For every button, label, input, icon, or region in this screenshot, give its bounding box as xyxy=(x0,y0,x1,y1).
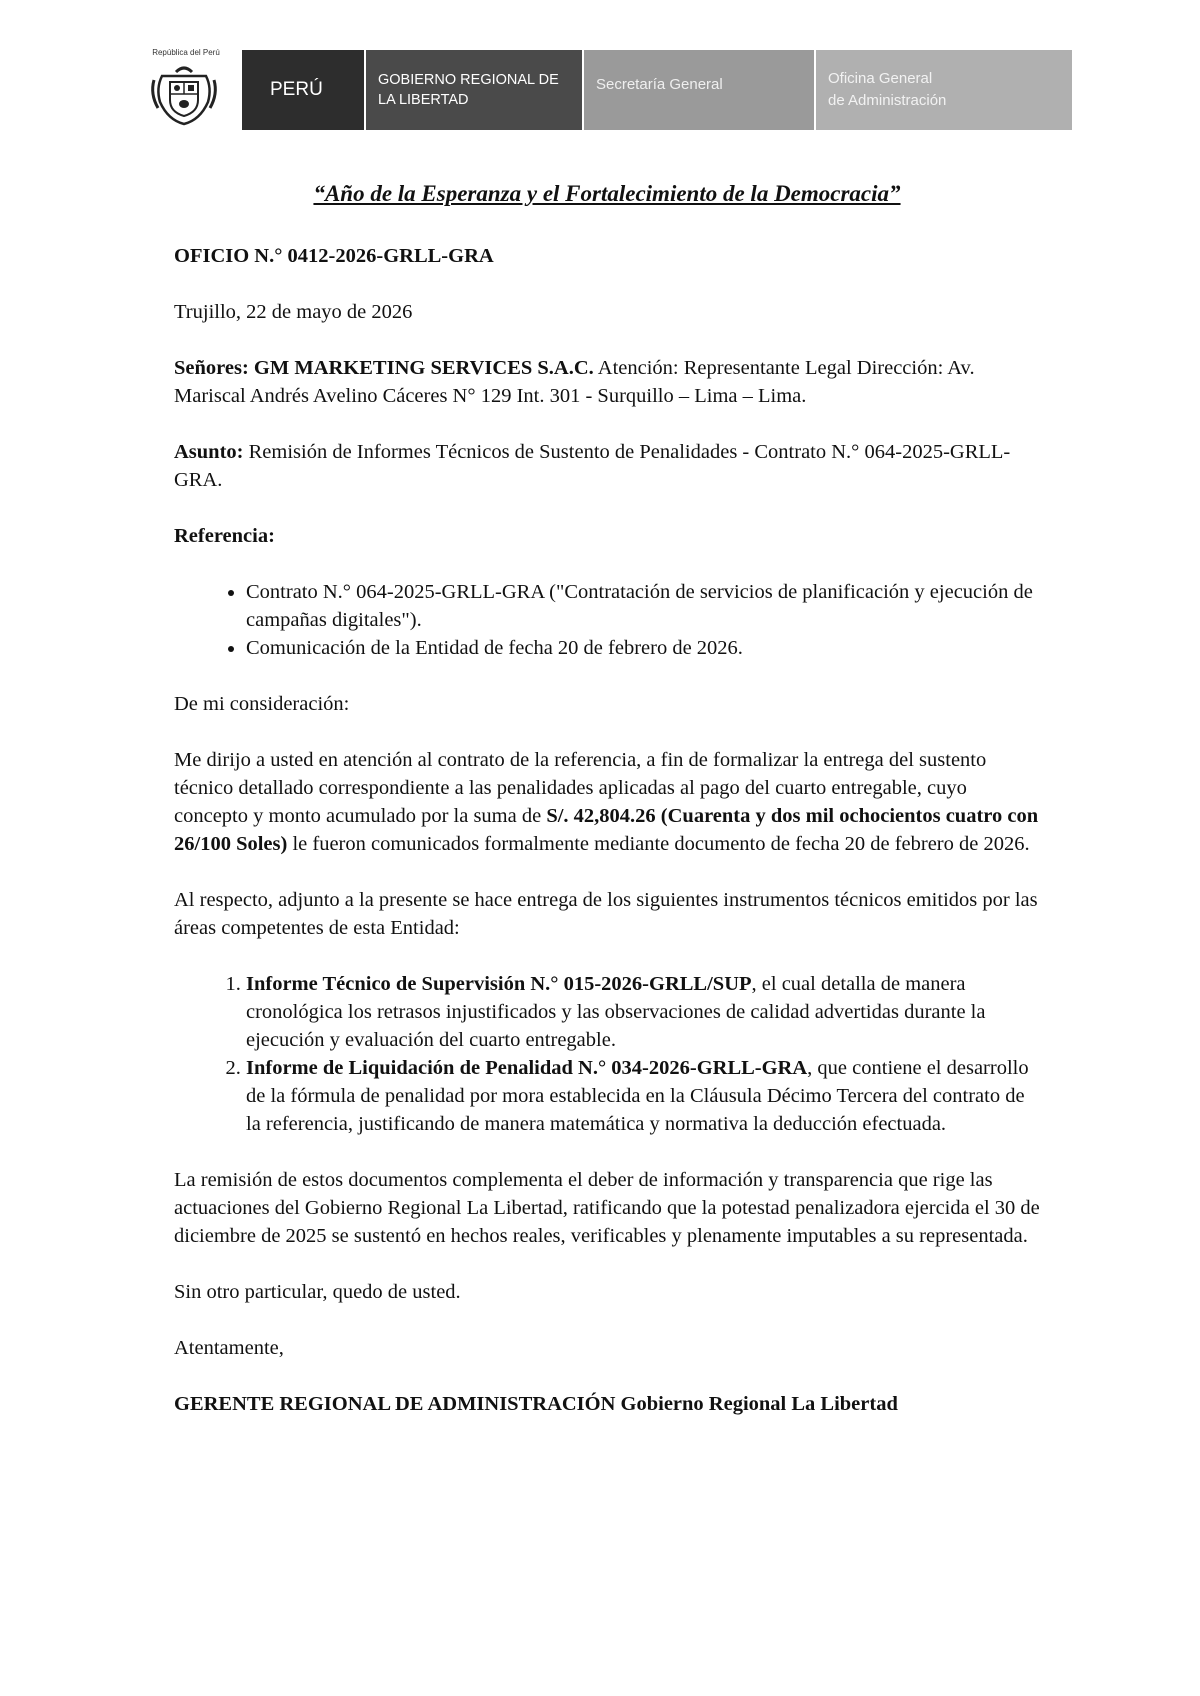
list-item xyxy=(246,1054,1040,1138)
gobierno-line1: GOBIERNO REGIONAL DE xyxy=(378,72,559,88)
paragraph-transparency: La remisión de estos documentos complementa el deber de información y transparencia que rige las actuaciones del Gobierno Regional La Libertad, ratificando que la potestad penalizadora ejercida el 30 de diciembre de 2025 se sustentó en hechos reales, verificables y plenamente imputables a su representada. xyxy=(174,1169,1040,1247)
signature: GERENTE REGIONAL DE ADMINISTRACIÓN Gobierno Regional La Libertad xyxy=(174,1393,898,1415)
farewell: Atentamente, xyxy=(174,1337,284,1359)
subject-text: Remisión de Informes Técnicos de Sustento de Penalidades - Contrato N.° 064-2025-GRLL-GRA. xyxy=(174,441,1011,491)
shield-icon xyxy=(148,58,220,128)
coat-of-arms-seal xyxy=(138,48,230,130)
subject-label: Asunto: xyxy=(174,441,244,463)
oficio-number: OFICIO N.° 0412-2026-GRLL-GRA xyxy=(174,245,494,267)
list-item: • Contrato N.° 064-2025-GRLL-GRA ("Contratación de servicios de planificación y ejecución de campañas digitales"). xyxy=(246,578,1040,634)
paragraph-intro xyxy=(174,746,1040,858)
secretaria-band xyxy=(584,50,814,130)
paragraph-intro-part2: le fueron comunicados formalmente mediante documento de fecha 20 de febrero de 2026. xyxy=(287,833,1030,855)
letter-body xyxy=(174,180,1040,1446)
list-item: • Comunicación de la Entidad de fecha 20 de febrero de 2026. xyxy=(246,634,1040,662)
closing: Sin otro particular, quedo de usted. xyxy=(174,1281,461,1303)
reference-list xyxy=(174,578,1040,662)
seal-caption: República del Perú xyxy=(152,48,220,57)
letterhead xyxy=(138,48,1072,130)
oficina-band xyxy=(816,50,1072,130)
document-title: Informe Técnico de Supervisión N.° 015-2026-GRLL/SUP xyxy=(246,973,752,995)
paragraph-intro-part1: Me dirijo a usted en atención al contrato de la referencia, a fin de formalizar la entrega del sustento técnico detallado correspondiente a las penalidades aplicadas al pago del cuarto entregable, cuyo concepto y monto acumulado por la suma de xyxy=(174,749,987,827)
oficina-line2: de Administración xyxy=(828,92,947,109)
secretaria-label: Secretaría General xyxy=(596,76,723,93)
list-item xyxy=(246,970,1040,1054)
addressee xyxy=(174,354,1040,410)
document-description: , que contiene el desarrollo de la fórmula de penalidad por mora establecida en la Cláusula Décimo Tercera del contrato de la referencia, justificando de manera matemática y normativa la deducción efectuada. xyxy=(246,1057,1029,1135)
gobierno-line2: LA LIBERTAD xyxy=(378,92,469,108)
place-date: Trujillo, 22 de mayo de 2026 xyxy=(174,301,413,323)
greeting: De mi consideración: xyxy=(174,693,350,715)
gobierno-regional-band xyxy=(366,50,582,130)
peru-label: PERÚ xyxy=(270,79,323,100)
document-description: , el cual detalla de manera cronológica los retrasos injustificados y las observaciones de calidad advertidas durante la ejecución y evaluación del cuarto entregable. xyxy=(246,973,986,1051)
subject xyxy=(174,438,1040,494)
peru-band xyxy=(242,50,364,130)
documents-list xyxy=(174,970,1040,1138)
penalty-amount: S/. 42,804.26 (Cuarenta y dos mil ochocientos cuatro con 26/100 Soles) xyxy=(174,805,1039,855)
document-title: Informe de Liquidación de Penalidad N.° 034-2026-GRLL-GRA xyxy=(246,1057,808,1079)
paragraph-attachments: Al respecto, adjunto a la presente se hace entrega de los siguientes instrumentos técnicos emitidos por las áreas competentes de esta Entidad: xyxy=(174,889,1038,939)
year-motto: “Año de la Esperanza y el Fortalecimiento de la Democracia” xyxy=(313,181,901,206)
addressee-label: Señores: xyxy=(174,357,249,379)
addressee-details: Atención: Representante Legal Dirección: Av. Mariscal Andrés Avelino Cáceres N° 129 Int. 301 - Surquillo – Lima – Lima. xyxy=(174,357,975,407)
addressee-company: GM MARKETING SERVICES S.A.C. xyxy=(253,357,594,379)
reference-label: Referencia: xyxy=(174,525,275,547)
oficina-line1: Oficina General xyxy=(828,70,933,87)
